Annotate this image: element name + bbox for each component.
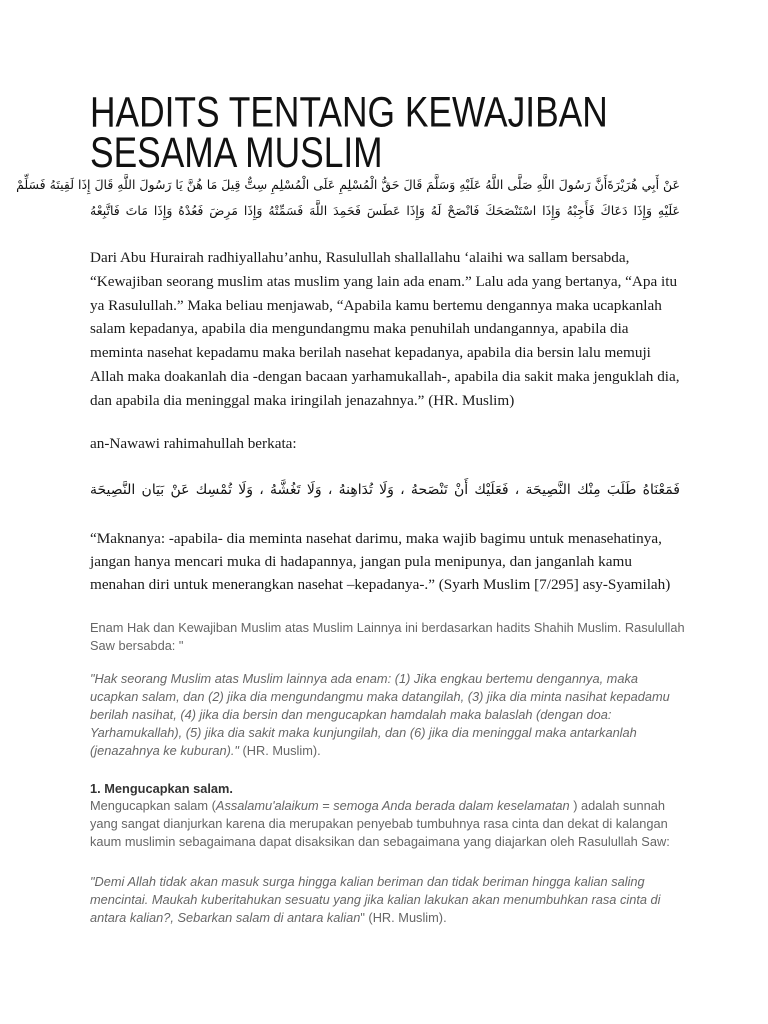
- intro-paragraph: [90, 619, 685, 654]
- quote-line: "Hak seorang Muslim atas Muslim lainnya ada enam: (1) Jika engkau bertemu dengannya, maka: [90, 671, 638, 686]
- nawawi-arabic-text: [90, 477, 680, 503]
- quote-line: [90, 909, 661, 927]
- paragraph-line: [90, 797, 670, 815]
- paragraph-line: Saw bersabda: ": [90, 637, 184, 653]
- paragraph-line: meminta nasehat kepadamu maka berilah nasehat kepadanya, apabila dia bersin lalu memuji: [90, 344, 651, 362]
- quote-text: (jenazahnya ke kuburan).": [90, 743, 239, 758]
- quote-line: "Demi Allah tidak akan masuk surga hingga kalian beriman dan tidak beriman hingga kalian saling: [90, 874, 645, 889]
- paragraph-line: kaum muslimin sebagaimana dapat disaksikan dan sebagaimana yang diajarkan oleh Rasulullah Saw:: [90, 834, 670, 849]
- section-heading: [90, 780, 233, 798]
- quote-source: (HR. Muslim).: [238, 743, 321, 758]
- quote-line: ucapkan salam, dan (2) jika dia mengundangmu maka datangilah, (3) jika dia minta nasihat kepadamu: [90, 689, 670, 704]
- emphasis-text: Assalamu'alaikum = semoga Anda berada dalam keselamatan: [215, 798, 570, 813]
- arabic-line: عَنْ أَبِي هُرَيْرَةَأَنَّ رَسُولَ اللَّهِ صَلَّى اللَّهُ عَلَيْهِ وَسَلَّمَ قَالَ حَقُّ الْمُسْلِمِ عَلَى الْمُسْلِمِ سِتٌّ قِيلَ مَا هُنَّ يَا رَسُولَ اللَّهِ قَالَ إِذَا لَقِيتَهُ فَسَلِّمْ: [16, 177, 680, 192]
- quote-text: antara kalian?, Sebarkan salam di antara kalian: [90, 910, 361, 925]
- paragraph-text: Mengucapkan salam (: [90, 798, 216, 813]
- section-paragraph: [90, 797, 670, 851]
- paragraph-text: ) adalah sunnah: [569, 798, 665, 813]
- paragraph-line: jangan hanya mencari muka di hadapannya, jangan pula menipunya, dan janganlah kamu: [90, 552, 632, 570]
- arabic-line: فَمَعْنَاهُ طَلَبَ مِنْك النَّصِيحَة ، فَعَلَيْك أَنْ تَنْصَحهُ ، وَلَا تُدَاهِنهُ ، وَلَا تَغُشَّهُ ، وَلَا تُمْسِك عَنْ بَيَان النَّصِيحَة: [90, 482, 680, 498]
- salam-hadith-quote: [90, 873, 661, 927]
- paragraph-line: menahan diri untuk menerangkan nasehat –kepadanya-.” (Syarh Muslim [7/295] asy-Syamilah): [90, 575, 671, 593]
- hadith-arabic-text: [16, 172, 680, 224]
- paragraph-line: yang sangat dianjurkan karena dia merupakan penyebab tumbuhnya rasa cinta dan dekat di kalangan: [90, 816, 668, 831]
- nawawi-intro: [90, 432, 297, 456]
- quote-line: [90, 742, 670, 760]
- hadith-translation-paragraph: [90, 246, 680, 413]
- nawawi-translation-paragraph: [90, 527, 670, 596]
- paragraph-line: Dari Abu Hurairah radhiyallahu’anhu, Rasulullah shallallahu ‘alaihi wa sallam bersabda,: [90, 249, 630, 266]
- title-line: HADITS TENTANG KEWAJIBAN: [90, 89, 608, 137]
- hadith-quote: [90, 670, 670, 760]
- paragraph-line: Enam Hak dan Kewajiban Muslim atas Muslim Lainnya ini berdasarkan hadits Shahih Muslim. Rasulullah: [90, 620, 685, 635]
- paragraph-line: an-Nawawi rahimahullah berkata:: [90, 435, 297, 452]
- quote-line: berilah nasihat, (4) jika dia bersin dan mengucapkan hamdalah maka balaslah (dengan doa:: [90, 707, 612, 722]
- paragraph-line: Allah maka doakanlah dia -dengan bacaan yarhamukallah-, apabila dia sakit maka jenguklah dia,: [90, 367, 680, 385]
- quote-line: mencintai. Maukah kuberitahukan sesuatu yang jika kalian lakukan akan menumbuhkan rasa cinta di: [90, 892, 661, 907]
- paragraph-line: dan apabila dia meninggal maka iringilah jenazahnya.” (HR. Muslim): [90, 391, 515, 409]
- paragraph-line: salam kepadanya, apabila dia mengundangmu maka penuhilah undangannya, apabila dia: [90, 320, 629, 338]
- quote-source: " (HR. Muslim).: [360, 910, 447, 925]
- arabic-line: عَلَيْهِ وَإِذَا دَعَاكَ فَأَجِبْهُ وَإِذَا اسْتَنْصَحَكَ فَانْصَحْ لَهُ وَإِذَا عَطَسَ فَحَمِدَ اللَّهَ فَسَمِّتْهُ وَإِذَا مَرِضَ فَعُدْهُ وَإِذَا مَاتَ فَاتَّبِعْهُ: [90, 203, 680, 218]
- paragraph-line: “Maknanya: -apabila- dia meminta nasehat darimu, maka wajib bagimu untuk menasehatinya,: [90, 529, 662, 547]
- paragraph-line: “Kewajiban seorang muslim atas muslim yang lain ada enam.” Lalu ada yang bertanya, “Apa itu: [90, 272, 678, 290]
- quote-line: Yarhamukallah), (5) jika dia sakit maka kunjungilah, dan (6) jika dia meninggal maka antarkanlah: [90, 725, 637, 740]
- paragraph-line: ya Rasulullah.” Maka beliau menjawab, “Apabila kamu bertemu dengannya maka ucapkanlah: [90, 296, 662, 314]
- title-line: SESAMA MUSLIM: [90, 130, 383, 178]
- heading-text: 1. Mengucapkan salam.: [90, 781, 233, 796]
- document-title: [90, 89, 608, 178]
